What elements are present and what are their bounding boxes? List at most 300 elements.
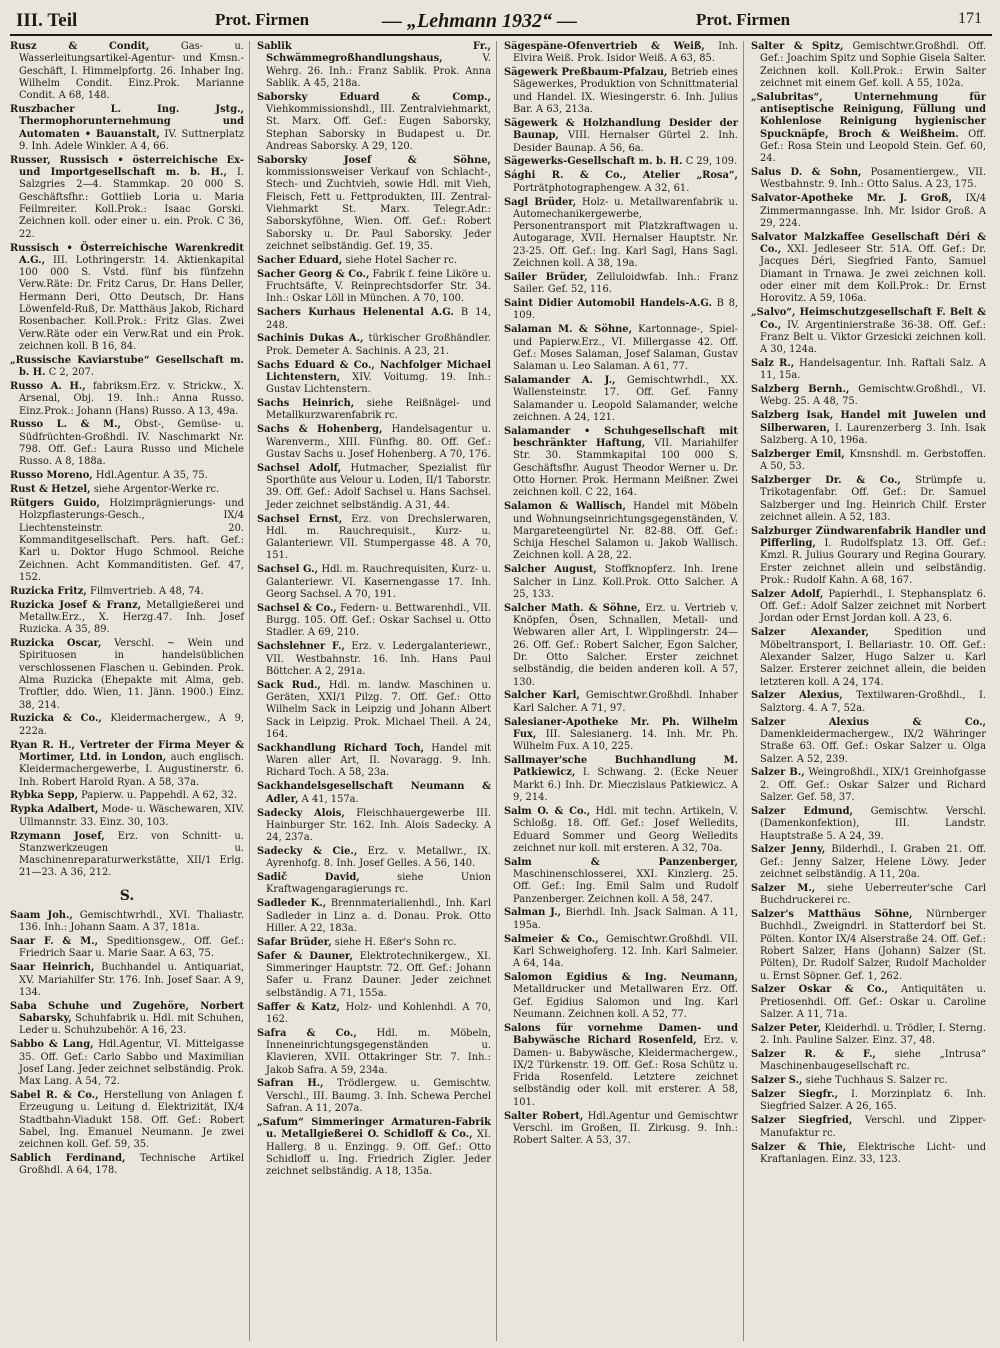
entry-details: Off. Gef.: Rosa Stein und Leopold Stein. Gef. 60, 24. [760, 128, 986, 165]
entry-details: Verschl. ~ Wein und Spirituosen in handelsüblichen verschlossenen Flaschen u. Gebinden. Prok. Alma Ruzicka (Ehepakte mit Alma, geb. Troftler, ddo. Wien, 11. Jänn. 1900.) Einz. 38, 214. [19, 638, 245, 711]
entry-details: siehe Reißnägel- und Metallkurzwarenfabrik rc. [266, 398, 491, 422]
firm-name: Salzer Siegfried, [751, 1115, 853, 1127]
section-label-left: Prot. Firmen [215, 10, 310, 29]
entry-details: Gas- u. Wasserleitungsartikel-Agentur- und Kmsn.-Geschäft, I. Himmelpfortg. 26. Inhaber Ing. Wilhelm Condit. Einz.Prok. Marianne Condit. A 68, 148. [19, 41, 244, 102]
directory-entry [504, 857, 738, 906]
firm-name: „Safum“ Simmeringer Armaturen-Fabrik u. Metallgießerei O. Schidloff & Co., [257, 1116, 491, 1141]
firm-name: Sachs & Hohenberg, [257, 424, 383, 436]
firm-name: Ruzicka & Co., [10, 713, 102, 725]
entry-details: siehe Argentor-Werke rc. [93, 484, 220, 496]
entry-details: Buchhandel u. Antiquariat, XV. Mariahilfer Str. 176. Inh. Josef Saar. A 9, 134. [19, 962, 244, 998]
directory-entry [257, 155, 491, 253]
directory-entry [751, 449, 986, 474]
entry-details: Porträtphotographengew. A 32, 61. [513, 182, 690, 194]
firm-name: Sack Rud., [257, 679, 321, 691]
entry-details: Elektrische Licht- und Kraftanlagen. Einz. 33, 123. [760, 1141, 987, 1165]
entry-details: Fleischhauergewerbe III. Hainburger Str. 162. Inh. Alois Sadecky. A 24, 237a. [266, 807, 491, 844]
firm-name: Salzburger Zündwarenfabrik Handler und Pifferling, [751, 525, 986, 550]
entry-details: Hdl. m. Rauchrequisiten, Kurz- u. Galanteriewr. VI. Kasernengasse 17. Inh. Georg Sachsel. A 70, 191. [266, 564, 491, 600]
entry-details: Brennmaterialienhdl., Inh. Karl Sadleder in Linz a. d. Donau. Prok. Otto Hiller. A 22, 183a. [266, 898, 491, 934]
entry-details: Antiquitäten u. Pretiosenhdl. Off. Gef.: Oskar u. Caroline Salzer. A 11, 71a. [760, 984, 986, 1021]
firm-name: Saar F. & M., [10, 936, 99, 948]
entry-details: Herstellung von Anlagen f. Erzeugung u. Leitung d. Elektrizität, IX/4 Stadtbahn-Viadukt 158. Off. Gef.: Robert Sabel, Ing. Emanuel Neumann. Je zwei zeichnen koll. Gef. 59, 35. [19, 1090, 245, 1151]
firm-name: „Russische Kaviarstube“ Gesellschaft m. b. H. [10, 354, 244, 379]
directory-entry [10, 936, 244, 961]
firm-name: Sacher Georg & Co., [257, 268, 370, 280]
entry-details: Hdl. m. landw. Maschinen u. Geräten, XXI/1 Pilzg. 7. Off. Gef.: Otto Wilhelm Sack in Leipzig und Johann Albert Sack in Leipzig. Prok. Michael Theil. A 24, 164. [266, 679, 491, 740]
directory-entry [504, 907, 738, 932]
directory-entry [504, 1111, 738, 1148]
entry-details: Kleiderhdl. u. Trödler, I. Sterng. 2. Inh. Pauline Salzer. Einz. 37, 48. [760, 1022, 987, 1047]
entry-details: siehe Hotel Sacher rc. [345, 254, 458, 266]
firm-name: Saar Heinrich, [10, 962, 95, 974]
firm-name: Salons für vornehme Damen- und Babywäsche Richard Rosenfeld, [504, 1022, 738, 1047]
entry-details: türkischer Großhändler. Prok. Demeter A. Sachinis. A 23, 21. [266, 333, 491, 357]
entry-details: Gemischtw. Verschl. (Damenkonfektion), III. Landstr. Hauptstraße 5. A 24, 39. [760, 805, 986, 842]
firm-name: Sacher Eduard, [257, 254, 343, 266]
directory-entry [10, 831, 244, 880]
directory-entry [10, 600, 244, 637]
entry-details: Gemischtwr.Großhdl. Inhaber Karl Salcher. A 71, 97. [513, 690, 738, 714]
directory-entry [751, 41, 986, 90]
directory-entry [257, 1028, 491, 1077]
directory-entry [751, 717, 986, 766]
firm-name: Salzer B., [751, 767, 805, 779]
entry-details: Gemischtwrhdl., XX. Wallensteinstr. 17. Off. Gef. Fanny Salamander u. Leopold Salamander, welche zeichnen. A 24, 121. [513, 375, 738, 423]
directory-entry [257, 307, 491, 332]
entry-details: Hdl.Agentur, VI. Mittelgasse 35. Off. Gef.: Carlo Sabbo und Maximilian Josef Lang. Jeder zeichnet selbständig. Prok. Max Lang. A 54, 72. [19, 1039, 244, 1088]
firm-name: Sachslehner F., [257, 641, 345, 653]
firm-name: Salamander • Schuhgesellschaft mit beschränkter Haftung, [504, 425, 738, 450]
entry-details: I. Rudolfsplatz 13. Off. Gef.: Kmzl. R. Julius Gourary und Regina Gourary. Erster zeichnet allein und selbständig. Prok.: Rudolf Kahn. A 68, 167. [760, 538, 986, 586]
directory-column-3 [504, 41, 744, 1341]
directory-entry [751, 1049, 986, 1074]
entry-details: Gemischtwrhdl., XVI. Thaliastr. 136. Inh.: Johann Saam. A 37, 181a. [19, 909, 244, 934]
directory-entry [10, 740, 244, 789]
firm-name: Ruzicka Oscar, [10, 638, 102, 650]
directory-entry [504, 1023, 738, 1109]
firm-name: Sachs Eduard & Co., Nachfolger Michael Lichtenstern, [257, 359, 491, 383]
directory-entry [257, 564, 491, 601]
directory-entry [751, 1115, 986, 1140]
firm-name: Saam Joh., [10, 909, 73, 921]
directory-entry [504, 67, 738, 116]
entry-details: IX/4 Zimmermanngasse. Inh. Mr. Isidor Groß. A 29, 224. [760, 193, 987, 229]
firm-name: Saba Schuhe und Zugehöre, Norbert Sabarsky, [10, 1000, 244, 1025]
firm-name: Sachinis Dukas A., [257, 333, 364, 345]
directory-entry [504, 934, 738, 971]
entry-details: Maschinenschlosserei, XXI. Kinzlerg. 25. Off. Gef.: Ing. Emil Salm und Rudolf Panzenberger. Zeichnen koll. A 58, 247. [513, 868, 738, 905]
directory-entry [751, 984, 986, 1021]
directory-entry [257, 846, 491, 871]
entry-details: Technische Artikel Großhdl. A 64, 178. [19, 1153, 245, 1177]
firm-name: Saint Didier Automobil Handels-A.G. [504, 298, 712, 310]
entry-details: Handelsagentur. Inh. Raftali Salz. A 11, 15a. [760, 357, 986, 382]
directory-entry [257, 603, 491, 640]
firm-name: Sablik Fr., Schwämmegroßhandlungshaus, [257, 41, 491, 65]
firm-name: Safran H., [257, 1078, 324, 1090]
firm-name: Sabbo & Lang, [10, 1039, 94, 1051]
directory-entry [257, 1078, 491, 1115]
entry-details: Gemischtw.Großhdl., VI. Webg. 25. A 48, 75. [760, 384, 986, 408]
firm-name: Salcher August, [504, 564, 597, 576]
entry-details: Elektrotechnikergew., XI. Simmeringer Hauptstr. 72. Off. Gef.: Johann Safer u. Franz Dauner. Jeder zeichnet selbständig. A 71, 155a. [266, 950, 491, 999]
directory-entry [504, 156, 738, 168]
firm-name: Rust & Hetzel, [10, 484, 91, 496]
entry-details: B 14, 248. [266, 307, 492, 331]
entry-details: Verschl. und Zipper-Manufaktur rc. [760, 1115, 986, 1139]
firm-name: Sackhandelsgesellschaft Neumann & Adler, [257, 781, 491, 805]
entry-details: IV. Argentinierstraße 36-38. Off. Gef.: Franz Belt u. Viktor Grzesicki zeichnen koll. A 30, 124a. [760, 319, 986, 356]
entry-details: Speditionsgew., Off. Gef.: Friedrich Saar u. Marie Saar. A 63, 75. [19, 936, 245, 960]
directory-entry [751, 193, 986, 230]
directory-entry [257, 898, 491, 935]
entry-details: Hdl. m. Möbeln, Inneneinrichtungsgegenständen u. Klavieren, XVII. Ottakringer Str. 7. Inh.: Jakob Safra. A 59, 234a. [266, 1027, 492, 1076]
entry-details: Betrieb eines Sägewerkes, Produktion von Schnittmaterial und Handel. IX. Wiesingerstr. 6. Inh. Julius Bar. A 63, 213a. [513, 67, 738, 116]
entry-details: Handel mit Waren aller Art, II. Novaragg. 9. Inh. Richard Toch. A 58, 23a. [266, 742, 492, 779]
directory-entry [504, 298, 738, 323]
entry-details: fabriksm.Erz. v. Strickw., X. Arsenal, Obj. 19. Inh.: Anna Russo. Einz.Prok.: Johann (Hans) Russo. A 13, 49a. [19, 380, 244, 417]
firm-name: „Salubritas“, Unternehmung für antiseptische Reinigung, Füllung und Kohlenlose Reinigung hygienischer Spucknäpfe, Broch & Weißheim. [751, 91, 986, 140]
entry-details: Kmsnshdl. m. Gerbstoffen. A 50, 53. [760, 448, 986, 473]
firm-name: Salzer Alexius & Co., [751, 716, 986, 728]
firm-name: Sailer Brüder, [504, 271, 588, 283]
directory-entry [10, 1039, 244, 1088]
directory-entry [504, 170, 738, 195]
directory-entry [751, 909, 986, 983]
directory-entry [10, 910, 244, 935]
directory-entry [504, 501, 738, 562]
directory-entry [257, 41, 491, 90]
entry-details: Handel mit Möbeln und Wohnungseinrichtungsgegenständen, V. Margareteengürtel Nr. 82-88. Off. Gef.: Schija Heschel Salamon u. Jakob Wallisch. Zeichnen koll. A 28, 22. [513, 501, 738, 562]
entry-details: Hdl.Agentur und Gemischtwr Verschl. im Großen, II. Zirkusg. 9. Inh.: Robert Salter. A 53, 37. [513, 1110, 739, 1147]
directory-entry [10, 155, 244, 241]
directory-entry [504, 41, 738, 66]
directory-entry [751, 92, 986, 166]
firm-name: Sadecky Alois, [257, 807, 345, 819]
directory-entry [504, 426, 738, 500]
directory-entry [257, 398, 491, 423]
page-number: 171 [958, 10, 982, 27]
directory-entry [257, 872, 491, 897]
entry-details: Erz. von Schnitt- u. Stanzwerkzeugen u. Maschinenreparaturwerkstätte, XII/1 Erlg. 21—23. A 36, 212. [19, 830, 244, 879]
entry-details: siehe Ueberreuter'sche Carl Buchdruckerei rc. [760, 882, 987, 907]
firm-name: Salcher Math. & Söhne, [504, 602, 641, 614]
firm-name: Ryan R. H., Vertreter der Firma Meyer & Mortimer, Ltd. in London, [10, 739, 244, 763]
directory-entry [751, 883, 986, 908]
directory-entry [751, 1089, 986, 1114]
directory-entry [504, 717, 738, 754]
entry-details: Kartonnage-, Spiel- und Papierw.Erz., VI. Millergasse 42. Off. Gef.: Moses Salaman, Josef Salaman, Gustav Salaman u. Leo Salaman. A 61, 77. [513, 324, 739, 373]
firm-name: Sághi R. & Co., Atelier „Rosa“, [504, 170, 738, 182]
directory-columns [10, 41, 992, 1341]
firm-name: Salvator-Apotheke Mr. J. Groß, [751, 193, 952, 205]
firm-name: Sachs Heinrich, [257, 398, 355, 410]
firm-name: Russisch • Österreichische Warenkredit A.G., [10, 242, 244, 266]
firm-name: Salman J., [504, 907, 561, 919]
entry-details: Erz. u. Vertrieb v. Knöpfen, Ösen, Schnallen, Metall- und Webwaren aller Art, I. Wipplingerstr. 24—26. Off. Gef.: Robert Salcher, Egon Salcher, Dr. Otto Salcher. Erster zeichnet selbständig, die beiden anderen koll. A 57, 130. [513, 602, 738, 688]
entry-details: C 2, 207. [48, 367, 94, 379]
entry-details: XIV. Voitumg. 19. Inh.: Gustav Lichtenstern. [266, 371, 491, 396]
firm-name: Salomon Egidius & Ing. Neumann, [504, 972, 738, 984]
directory-entry [751, 627, 986, 688]
firm-name: Salcher Karl, [504, 690, 580, 702]
firm-name: Salzberger Dr. & Co., [751, 475, 901, 487]
directory-entry [10, 586, 244, 598]
directory-entry [257, 1117, 491, 1178]
directory-entry [751, 307, 986, 356]
entry-details: Papierhdl., I. Stephansplatz 6. Off. Gef.: Adolf Salzer zeichnet mit Norbert Jordan oder Ernst Jordan koll. A 23, 6. [760, 588, 987, 625]
directory-entry [504, 806, 738, 855]
firm-name: Salzer Edmund, [751, 805, 853, 817]
entry-details: Strümpfe u. Trikotagenfabr. Off. Gef.: Dr. Samuel Salzberger und Ing. Heinrich Chilf. Erster zeichnet allein. A 52, 183. [760, 475, 987, 523]
directory-entry [10, 713, 244, 738]
firm-name: Safer & Dauner, [257, 950, 353, 962]
directory-entry [751, 1075, 986, 1087]
entry-details: siehe „Intrusa“ Maschinenbaugesellschaft rc. [760, 1049, 987, 1073]
entry-details: XXI. Jedleseer Str. 51A. Off. Gef.: Dr. Jacques Déri, Siegfried Fanto, Samuel Diamant in Trnawa. Je zwei zeichnen koll. oder einer mit dem Koll.Prok.: Dr. Ernst Horovitz. A 59, 106a. [760, 244, 987, 305]
entry-details: Filmvertrieb. A 48, 74. [89, 585, 204, 597]
entry-details: Kleidermachergew., A 9, 222a. [19, 713, 244, 737]
directory-entry [504, 690, 738, 715]
firm-name: Ruszbacher L. Ing. Jstg., Thermophorunternehmung und Automaten • Bauanstalt, [10, 104, 244, 140]
directory-entry [751, 844, 986, 881]
directory-entry [10, 381, 244, 418]
directory-entry [751, 167, 986, 192]
entry-details: Zelluloidwfab. Inh.: Franz Sailer. Gef. 52, 116. [513, 271, 738, 296]
firm-name: Sachsel & Co., [257, 602, 337, 614]
entry-details: Erz. v. Ledergalanteriewr., VII. Westbahnstr. 16. Inh. Hans Paul Böttcher. A 2, 291a. [266, 641, 491, 677]
firm-name: Salaman M. & Söhne, [504, 324, 633, 336]
directory-entry [257, 360, 491, 397]
directory-entry [10, 638, 244, 712]
firm-name: Sägewerk Preßbaum-Pfalzau, [504, 67, 668, 79]
entry-details: Holz- und Kohlenhdl. A 70, 162. [266, 1001, 491, 1025]
entry-details: siehe Union Kraftwagengaragierungs rc. [266, 872, 492, 896]
firm-name: Rusz & Condit, [10, 41, 150, 52]
entry-details: B 8, 109. [513, 298, 738, 322]
firm-name: Rypka Adalbert, [10, 804, 99, 816]
firm-name: Ruzicka Fritz, [10, 585, 87, 597]
directory-entry [10, 804, 244, 829]
firm-name: Sagl Brüder, [504, 196, 577, 208]
directory-entry [751, 475, 986, 524]
directory-entry [504, 375, 738, 424]
entry-details: I. Morzinplatz 6. Inh. Siegfried Salzer. A 26, 165. [760, 1089, 986, 1113]
entry-details: Spedition und Möbeltransport, I. Bellariastr. 10. Off. Gef.: Alexander Salzer, Hugo Salzer u. Karl Salzer. Ersterer zeichnet allein, die beiden letzteren koll. A 24, 174. [760, 627, 986, 688]
entry-details: Hdl.Agentur. A 35, 75. [95, 470, 208, 482]
entry-details: siehe H. Eßer's Sohn rc. [334, 936, 457, 948]
firm-name: Rybka Sepp, [10, 790, 79, 802]
directory-entry [504, 324, 738, 373]
entry-details: I. Laurenzerberg 3. Inh. Isak Salzberg. A 10, 196a. [760, 422, 986, 446]
directory-entry [257, 424, 491, 461]
firm-name: Sachers Kurhaus Helenental A.G. [257, 307, 454, 319]
firm-name: Salzer Siegfr., [751, 1089, 839, 1101]
firm-name: Salamon & Wallisch, [504, 501, 626, 513]
firm-name: Salzer Alexius, [751, 690, 843, 702]
firm-name: Salzer M., [751, 882, 816, 894]
firm-name: Sabel R. & Co., [10, 1090, 99, 1102]
firm-name: Saborsky Josef & Söhne, [257, 154, 491, 166]
entry-details: V. Wehrg. 26. Inh.: Franz Sablik. Prok. Anna Sablik. A 45, 218a. [266, 53, 491, 89]
firm-name: Sachsel Ernst, [257, 513, 343, 525]
entry-details: Fabrik f. feine Liköre u. Fruchtsäfte, V. Reinprechtsdorfer Str. 34. Inh.: Oskar Löll in München. A 70, 100. [266, 268, 492, 305]
directory-entry [751, 410, 986, 447]
directory-entry [10, 104, 244, 153]
directory-entry [257, 641, 491, 678]
entry-details: IV. Suttnerplatz 9. Inh. Adele Winkler. A 4, 66. [19, 128, 245, 152]
directory-entry [751, 767, 986, 804]
firm-name: Salzer S., [751, 1075, 803, 1087]
directory-entry [504, 272, 738, 297]
firm-name: Salzberger Emil, [751, 448, 845, 460]
entry-details: Hdl. mit techn. Artikeln, V. Schloßg. 18. Off. Gef.: Josef Welledits, Eduard Sommer und Georg Welledits zeichnet nur koll. mit ersteren. A 32, 70a. [513, 805, 739, 854]
firm-name: Sägewerks-Gesellschaft m. b. H. [504, 156, 683, 168]
firm-name: Salzer Peter, [751, 1022, 822, 1034]
firm-name: Safra & Co., [257, 1027, 357, 1039]
entry-details: I. Salzgries 2—4. Stammkap. 20 000 S. Geschäftsfhr.: Gottlieb Loria u. Maria Feilmreiter. Koll.Prok.: Isaac Gorski. Zeichnen koll. oder einer u. ein. Prok. C 36, 22. [19, 167, 244, 240]
firm-name: Russo A. H., [10, 380, 86, 392]
directory-entry [751, 1142, 986, 1167]
firm-name: Salzer & Thie, [751, 1141, 847, 1153]
entry-details: Hutmacher, Spezialist für Sporthüte aus Velour u. Loden, II/1 Taborstr. 39. Off. Gef.: Adolf Sachsel u. Hans Sachsel. Jeder zeichnet selbständig. A 31, 44. [266, 462, 491, 511]
firm-name: Salzer Adolf, [751, 588, 824, 600]
entry-details: Holzimprägnierungs- und Holzpflasterungs-Gesch., IX/4 Liechtensteinstr. 20. Kommanditgesellschaft. Pers. haft. Gef.: Karl u. Doktor Hugo Schmool. Reiche Zeichnen. Acht Kommanditisten. Gef. 47, 152. [19, 498, 244, 583]
directory-entry [751, 232, 986, 306]
directory-entry [257, 808, 491, 845]
entry-details: I. Schwang. 2. (Ecke Neuer Markt 6.) Inh. Dr. Mieczislaus Patkiewicz. A 9, 214. [513, 767, 738, 804]
entry-details: XI. Hallerg. 8 u. Enzingg. 9. Off. Gef.: Otto Schidloff u. Ing. Friedrich Zigler. Jeder zeichnet selbständig. A 18, 135a. [266, 1129, 491, 1178]
entry-details: III. Salesianerg. 14. Inh. Mr. Ph. Wilhelm Fux. A 10, 225. [513, 728, 739, 753]
entry-details: Inh. Elvira Weiß. Prok. Isidor Weiß. A 63, 85. [513, 41, 738, 65]
directory-entry [10, 470, 244, 482]
firm-name: Sägewerk & Holzhandlung Desider der Baunap, [504, 117, 738, 142]
directory-entry [751, 806, 986, 843]
firm-name: Sadecky & Cie., [257, 845, 358, 857]
entry-details: Gemischtwr.Großhdl. VII. Karl Schweighoferg. 12. Inh. Karl Salmeier. A 64, 14a. [513, 933, 739, 970]
directory-entry [751, 1023, 986, 1048]
directory-entry [504, 118, 738, 155]
firm-name: Salm O. & Co., [504, 805, 591, 817]
firm-name: Salzberg Bernh., [751, 384, 850, 396]
entry-details: Mode- u. Wäschewaren, XIV. Ullmannstr. 33. Einz. 30, 103. [19, 804, 244, 828]
entry-details: Holz- u. Metallwarenfabrik u. Automechanikergewerbe, Personentransport mit Platzkraftwagen u. Autogarage, XVII. Hernalser Hauptstr. Nr. 23-25. Off. Gef.: Ing. Karl Sagl, Hans Sagl. Zeichnen koll. A 38, 19a. [513, 196, 738, 270]
section-label-right: Prot. Firmen [696, 10, 791, 29]
firm-name: Sackhandlung Richard Toch, [257, 742, 425, 754]
directory-entry [257, 463, 491, 512]
directory-entry [257, 92, 491, 153]
directory-column-1 [10, 41, 250, 1341]
firm-name: Salesianer-Apotheke Mr. Ph. Wilhelm Fux, [504, 716, 738, 740]
entry-details: Damenkleidermachergew., IX/2 Währinger Straße 63. Off. Gef.: Oskar Salzer u. Olga Salzer. A 52, 239. [760, 728, 986, 765]
directory-entry [257, 937, 491, 949]
directory-entry [257, 1002, 491, 1027]
directory-entry [257, 781, 491, 806]
letter-section-heading: S. [119, 887, 135, 904]
entry-details: Schuhfabrik u. Hdl. mit Schuhen, Leder u. Schuhzubehör. A 16, 23. [19, 1013, 244, 1037]
firm-name: Salter & Spitz, [751, 41, 844, 52]
entry-details: Textilwaren-Großhdl., I. Salztorg. 4. A 7, 52a. [760, 690, 987, 714]
entry-details: Erz. von Drechslerwaren, Hdl. m. Rauchrequisit., Kurz- u. Galanteriewr. VII. Stumpergasse 48. A 70, 151. [266, 513, 491, 562]
firm-name: Salus D. & Sohn, [751, 167, 862, 179]
entry-details: Papierw. u. Pappehdl. A 62, 32. [81, 790, 238, 802]
entry-details: C 29, 109. [685, 156, 738, 168]
firm-name: Sadleder K., [257, 898, 327, 910]
directory-entry [10, 498, 244, 584]
part-label: III. Teil [16, 10, 78, 31]
directory-entry [257, 951, 491, 1000]
entry-details: Bilderhdl., I. Graben 21. Off. Gef.: Jenny Salzer, Helene Löwy. Jeder zeichnet selbständig. A 11, 20a. [760, 844, 987, 880]
directory-entry [504, 564, 738, 601]
directory-entry [257, 269, 491, 306]
directory-entry [257, 333, 491, 358]
firm-name: Salzer's Matthäus Söhne, [751, 909, 913, 921]
firm-name: Salter Robert, [504, 1110, 584, 1122]
firm-name: Sadič David, [257, 872, 360, 884]
firm-name: Saborsky Eduard & Comp., [257, 91, 491, 103]
firm-name: Salzberg Isak, Handel mit Juwelen und Silberwaren, [751, 410, 986, 434]
directory-entry [10, 419, 244, 468]
entry-details: Obst-, Gemüse- u. Südfrüchten-Großhdl. IV. Naschmarkt Nr. 798. Off. Gef.: Laura Russo und Michele Russo. A 8, 188a. [19, 419, 244, 468]
firm-name: Salzer Alexander, [751, 627, 869, 639]
directory-entry [504, 755, 738, 804]
directory-entry [10, 1153, 244, 1178]
directory-entry [751, 526, 986, 587]
entry-details: VIII. Hernalser Gürtel 2. Inh. Desider Baunap. A 56, 6a. [513, 130, 738, 154]
directory-entry [504, 603, 738, 689]
entry-details: siehe Tuchhaus S. Salzer rc. [805, 1075, 948, 1087]
firm-name: Rütgers Guido, [10, 498, 100, 510]
directory-entry [10, 1001, 244, 1038]
firm-name: Salamander A. J., [504, 375, 616, 387]
firm-name: Russer, Russisch • österreichische Ex- und Importgesellschaft m. b. H., [10, 154, 244, 179]
firm-name: Saffer & Katz, [257, 1001, 340, 1013]
firm-name: Salmeier & Co., [504, 933, 599, 945]
directory-entry [751, 358, 986, 383]
firm-name: Salvator Malzkaffee Gesellschaft Déri & Co., [751, 231, 986, 256]
directory-entry [257, 514, 491, 563]
running-header [10, 8, 992, 36]
entry-details: A 41, 157a. [301, 793, 359, 805]
directory-entry [257, 255, 491, 267]
entry-details: Stoffknopferz. Inh. Irene Salcher in Linz. Koll.Prok. Otto Salcher. A 25, 133. [513, 564, 739, 600]
directory-entry [257, 680, 491, 741]
directory-entry [10, 962, 244, 999]
firm-name: Safar Brüder, [257, 936, 332, 948]
entry-details: auch englisch. Kleidermachergewerbe, I. Augustinerstr. 6. Inh. Robert Harold Ryan. A 58, 37a. [19, 751, 245, 788]
directory-entry [10, 243, 244, 354]
publication-title: — „Lehmann 1932“ — [382, 10, 578, 32]
directory-entry [751, 589, 986, 626]
firm-name: „Salvo“, Heimschutzgesellschaft F. Belt & Co., [751, 307, 986, 331]
directory-entry [751, 690, 986, 715]
directory-entry [10, 355, 244, 380]
firm-name: Sablich Ferdinand, [10, 1153, 126, 1165]
entry-details: Erz. v. Metallwr., IX. Ayrenhofg. 8. Inh. Josef Gelles. A 56, 140. [266, 845, 492, 870]
entry-details: Trödlergew. u. Gemischtw. Verschl., III. Baumg. 3. Inh. Schewa Perchel Safran. A 11, 207a. [266, 1078, 492, 1115]
directory-entry [504, 197, 738, 271]
entry-details: Viehkommissionshdl., III. Zentralviehmarkt, St. Marx. Off. Gef.: Eugen Saborsky, Stephan Saborsky in Budapest u. Dr. Andreas Saborsky. A 29, 120. [266, 104, 491, 152]
firm-name: Sachsel G., [257, 564, 319, 576]
entry-details: VII. Mariahilfer Str. 30. Stammkapital 100 000 S. Geschäftsfhr. August Theodor Werner u. Dr. Otto Horner. Prok. Hermann Meißner. Zwei zeichnen koll. C 22, 164. [513, 438, 739, 499]
entry-details: Metallgießerei und Metallw.Erz., X. Herzg.47. Inh. Josef Ruzicka. A 35, 89. [19, 599, 245, 636]
directory-entry [10, 790, 244, 802]
entry-details: Bierhdl. Inh. Jsack Salman. A 11, 195a. [513, 907, 738, 931]
firm-name: Ruzicka Josef & Franz, [10, 599, 142, 611]
directory-column-4 [751, 41, 991, 1341]
entry-details: Handelsagentur u. Warenverm., XIII. Fünfhg. 80. Off. Gef.: Gustav Sachs u. Josef Hohenberg. A 70, 176. [266, 424, 491, 460]
